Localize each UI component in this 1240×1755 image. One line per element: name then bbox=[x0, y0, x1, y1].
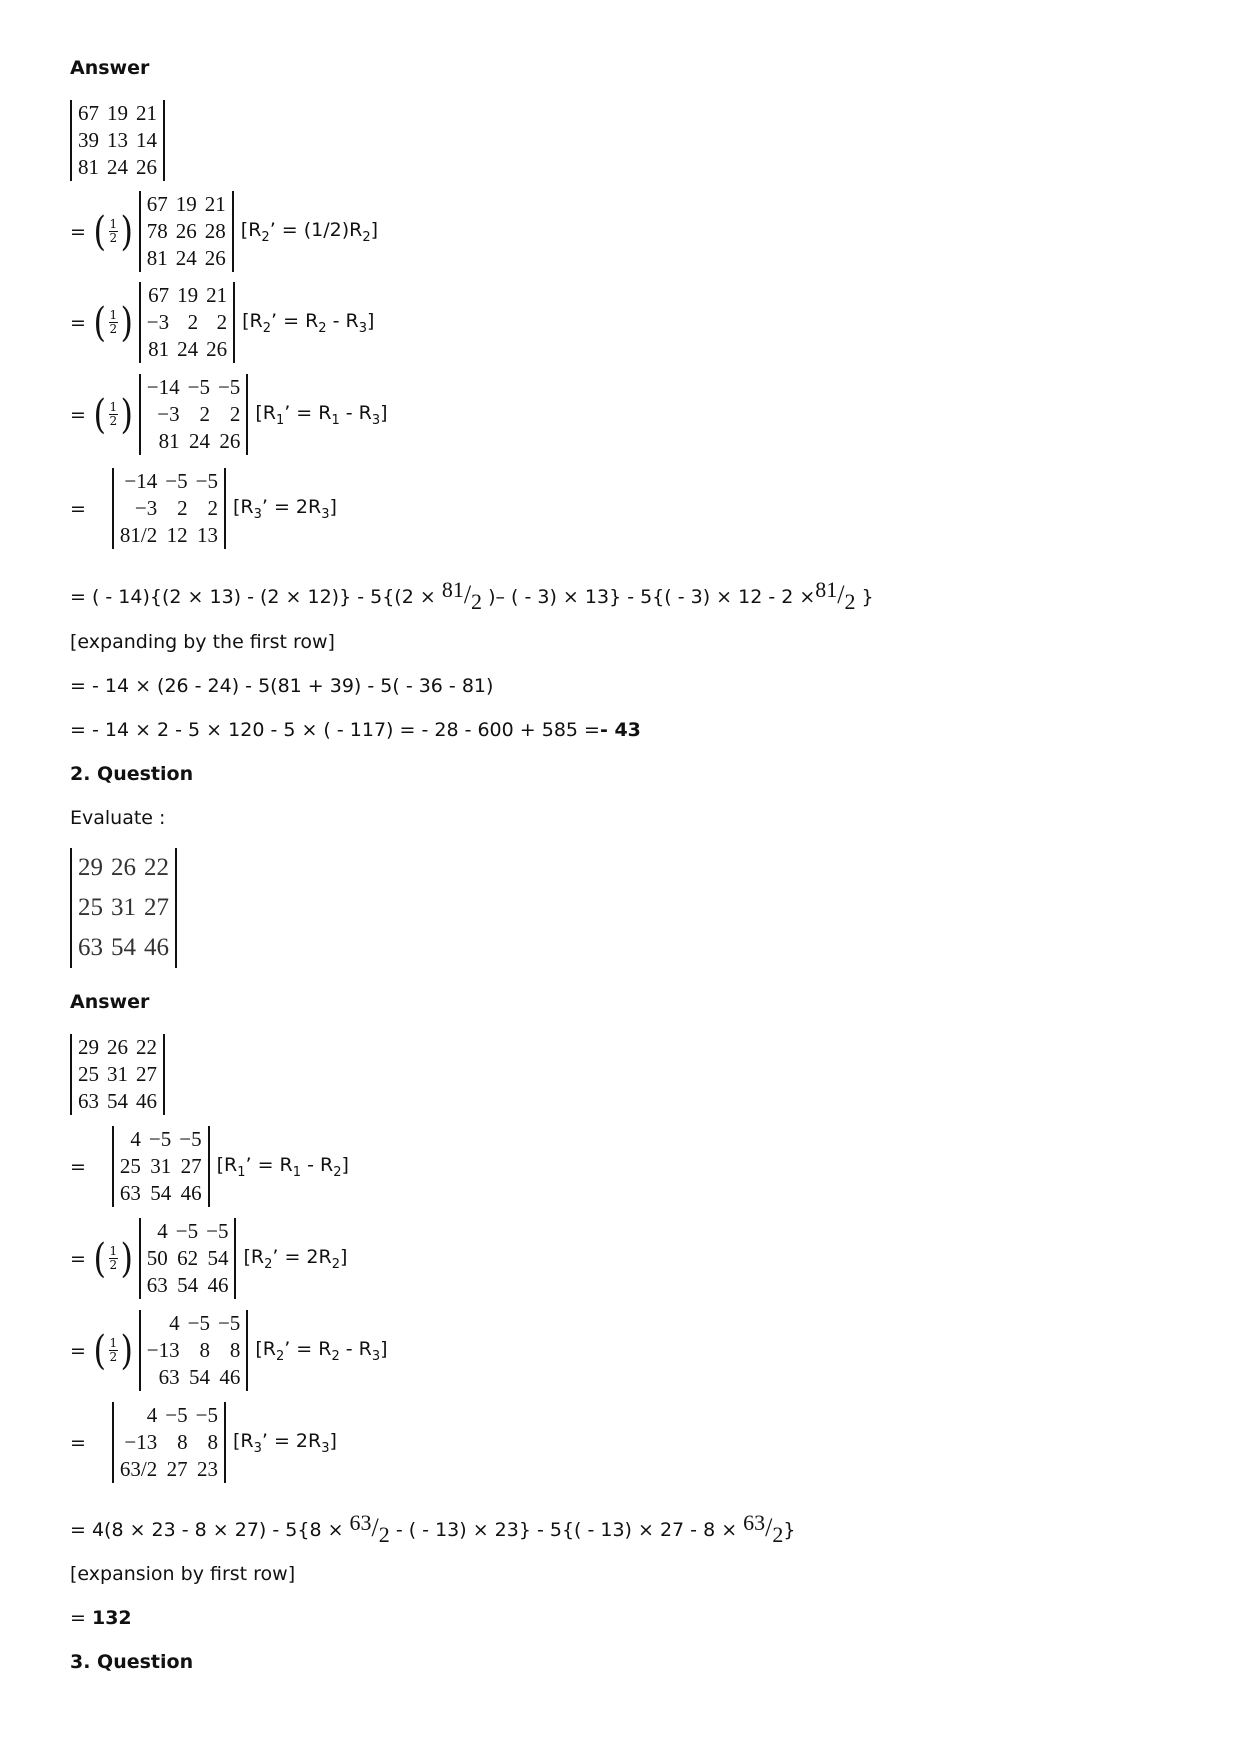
determinant bbox=[70, 1034, 165, 1115]
determinant bbox=[139, 282, 235, 363]
matrix-cell: 23 bbox=[196, 1457, 218, 1481]
a1-step-3 bbox=[70, 374, 388, 455]
answer-heading: Answer bbox=[70, 57, 150, 79]
matrix-cell: 54 bbox=[107, 1089, 128, 1113]
matrix-cell: 46 bbox=[219, 1365, 241, 1389]
row-operation: [$R_1$’ = $R_1 - R_2$] bbox=[216, 1153, 349, 1180]
matrix-cell: 31 bbox=[150, 1154, 172, 1178]
determinant bbox=[139, 1310, 249, 1391]
half-factor: ( $\frac{1}{2}$ ) bbox=[93, 208, 134, 255]
matrix-cell: 2 bbox=[216, 310, 228, 334]
matrix-cell: 62 bbox=[177, 1246, 199, 1270]
matrix-cell: 54 bbox=[207, 1246, 229, 1270]
a1-step-2 bbox=[70, 282, 374, 363]
matrix-row bbox=[74, 1034, 161, 1061]
matrix-row bbox=[143, 309, 231, 336]
equals-sign: = bbox=[70, 497, 86, 520]
matrix-cell: 54 bbox=[177, 1273, 199, 1297]
matrix-row bbox=[116, 1153, 206, 1180]
matrix-cell: 63 bbox=[146, 1273, 168, 1297]
matrix-cell: 25 bbox=[78, 1062, 99, 1086]
matrix-cell: 46 bbox=[207, 1273, 229, 1297]
a1-line-1: = - 14 × (26 - 24) - 5(81 + 39) - 5( - 36 - 81) bbox=[70, 675, 494, 697]
matrix-cell: 14 bbox=[136, 128, 157, 152]
matrix-cell: 46 bbox=[144, 934, 169, 961]
matrix-cell: −14 bbox=[146, 375, 180, 399]
matrix-cell: 24 bbox=[107, 155, 128, 179]
matrix-row bbox=[116, 1180, 206, 1207]
matrix-cell: 27 bbox=[180, 1154, 202, 1178]
matrix-row bbox=[116, 1456, 222, 1483]
equals-sign: = bbox=[70, 220, 86, 243]
a1-result: - 43 bbox=[599, 719, 641, 741]
matrix-cell: 19 bbox=[107, 101, 128, 125]
a1-step-0 bbox=[70, 100, 165, 181]
matrix-cell: 26 bbox=[206, 337, 228, 361]
a2-result: 132 bbox=[91, 1607, 132, 1629]
matrix-cell: 24 bbox=[177, 337, 199, 361]
determinant bbox=[139, 1218, 237, 1299]
matrix-cell: 12 bbox=[166, 523, 188, 547]
matrix-cell: 81 bbox=[158, 429, 180, 453]
matrix-cell: 21 bbox=[204, 192, 226, 216]
matrix-cell: −3 bbox=[134, 496, 158, 520]
matrix-row bbox=[143, 1337, 245, 1364]
matrix-row bbox=[143, 1218, 233, 1245]
matrix-row bbox=[143, 401, 245, 428]
a1-line-2: = - 14 × 2 - 5 × 120 - 5 × ( - 117) = - 28 - 600 + 585 =- 43 bbox=[70, 719, 641, 741]
matrix-cell: 67 bbox=[78, 101, 99, 125]
a2-result-line: = 132 bbox=[70, 1607, 132, 1629]
matrix-cell: 2 bbox=[199, 402, 210, 426]
question-2-title: 2. Question bbox=[70, 763, 194, 785]
matrix-row bbox=[143, 1245, 233, 1272]
matrix-cell: 31 bbox=[107, 1062, 128, 1086]
matrix-cell: 46 bbox=[136, 1089, 157, 1113]
a2-step-1 bbox=[70, 1126, 349, 1207]
matrix-cell: 63 bbox=[78, 934, 103, 961]
matrix-cell: 27 bbox=[144, 894, 169, 921]
row-operation: [$R_2$’ = $2R_2$] bbox=[243, 1245, 348, 1272]
matrix-row bbox=[74, 888, 173, 928]
row-operation: [$R_2$’ = $R_2 - R_3$] bbox=[255, 1337, 388, 1364]
matrix-row bbox=[143, 428, 245, 455]
matrix-cell: 21 bbox=[136, 101, 157, 125]
matrix-cell: 78 bbox=[146, 219, 168, 243]
matrix-cell: −14 bbox=[124, 469, 158, 493]
matrix-cell: 67 bbox=[146, 192, 168, 216]
determinant bbox=[139, 191, 234, 272]
matrix-cell: 54 bbox=[111, 934, 136, 961]
matrix-row bbox=[143, 245, 230, 272]
matrix-cell: 39 bbox=[78, 128, 99, 152]
a2-step-2 bbox=[70, 1218, 347, 1299]
equals-sign: = bbox=[70, 403, 86, 426]
matrix-cell: −3 bbox=[146, 310, 170, 334]
matrix-row bbox=[143, 191, 230, 218]
matrix-cell: 54 bbox=[188, 1365, 210, 1389]
determinant bbox=[112, 1402, 226, 1483]
half-factor: ( $\frac{1}{2}$ ) bbox=[93, 1235, 134, 1282]
matrix-cell: 28 bbox=[204, 219, 226, 243]
matrix-cell: −5 bbox=[165, 1403, 188, 1427]
matrix-cell: 81 bbox=[148, 337, 170, 361]
matrix-row bbox=[116, 522, 222, 549]
half-factor: ( $\frac{1}{2}$ ) bbox=[93, 299, 134, 346]
fraction: $^{81}/_2$ bbox=[815, 577, 856, 614]
matrix-cell: 81 bbox=[78, 155, 99, 179]
matrix-cell: 2 bbox=[177, 496, 188, 520]
matrix-cell: 29 bbox=[78, 854, 103, 881]
matrix-cell: 26 bbox=[136, 155, 157, 179]
matrix-cell: 81/2 bbox=[119, 523, 158, 547]
determinant bbox=[112, 468, 226, 549]
matrix-cell: −5 bbox=[175, 1219, 199, 1243]
matrix-cell: −3 bbox=[157, 402, 180, 426]
equals-sign: = bbox=[70, 1339, 86, 1362]
matrix-cell: −5 bbox=[148, 1127, 172, 1151]
matrix-cell: −5 bbox=[179, 1127, 202, 1151]
matrix-cell: 63 bbox=[158, 1365, 180, 1389]
matrix-row bbox=[74, 154, 161, 181]
a1-expansion-line: = ( - $14)\{(2 \times 13) - (2 \times 12)\} - 5\{(2 \times ^{81}/_2$ )– ( - $3) \times 13\} - 5\{( - 3) \times 12 - 2 \times^{81}/_2$ } bbox=[70, 577, 874, 614]
matrix-cell: 8 bbox=[199, 1338, 210, 1362]
equals-sign: = bbox=[70, 311, 86, 334]
a1-note: [expanding by the first row] bbox=[70, 631, 335, 653]
matrix-cell: 2 bbox=[207, 496, 218, 520]
equals-sign: = bbox=[70, 1155, 86, 1178]
fraction: $^{81}/_2$ bbox=[441, 577, 483, 614]
matrix-row bbox=[143, 1364, 245, 1391]
matrix-cell: 4 bbox=[146, 1403, 158, 1427]
matrix-row bbox=[74, 928, 173, 968]
matrix-cell: 27 bbox=[136, 1062, 157, 1086]
matrix-cell: −5 bbox=[187, 375, 210, 399]
matrix-cell: 26 bbox=[219, 429, 241, 453]
matrix-cell: 29 bbox=[78, 1035, 99, 1059]
matrix-cell: 63/2 bbox=[119, 1457, 158, 1481]
matrix-cell: 22 bbox=[136, 1035, 157, 1059]
matrix-row bbox=[74, 1088, 161, 1115]
matrix-cell: 46 bbox=[180, 1181, 202, 1205]
matrix-cell: 26 bbox=[107, 1035, 128, 1059]
matrix-row bbox=[143, 1272, 233, 1299]
matrix-cell: 24 bbox=[175, 246, 197, 270]
matrix-cell: 4 bbox=[157, 1219, 168, 1243]
equals-sign: = bbox=[70, 1431, 86, 1454]
matrix-row bbox=[74, 848, 173, 888]
matrix-cell: 50 bbox=[146, 1246, 168, 1270]
question-2-determinant-row bbox=[70, 848, 177, 968]
a2-step-4 bbox=[70, 1402, 337, 1483]
matrix-cell: −5 bbox=[195, 1403, 218, 1427]
matrix-row bbox=[116, 468, 222, 495]
matrix-cell: 27 bbox=[166, 1457, 188, 1481]
half-factor: ( $\frac{1}{2}$ ) bbox=[93, 1327, 134, 1374]
matrix-cell: 21 bbox=[206, 283, 228, 307]
answer-heading: Answer bbox=[70, 991, 150, 1013]
matrix-cell: 26 bbox=[175, 219, 197, 243]
matrix-row bbox=[116, 1402, 222, 1429]
matrix-row bbox=[143, 374, 245, 401]
determinant bbox=[70, 848, 177, 968]
fraction: $^{63}/_2$ bbox=[349, 1510, 390, 1547]
matrix-cell: −5 bbox=[187, 1311, 210, 1335]
equals-sign: = bbox=[70, 1247, 86, 1270]
matrix-cell: 8 bbox=[207, 1430, 218, 1454]
matrix-row bbox=[74, 100, 161, 127]
matrix-cell: −5 bbox=[165, 469, 188, 493]
matrix-cell: 2 bbox=[229, 402, 241, 426]
determinant bbox=[70, 100, 165, 181]
matrix-row bbox=[143, 282, 231, 309]
row-operation: [$R_3$’ = $2R_3$] bbox=[232, 1429, 337, 1456]
matrix-cell: 25 bbox=[78, 894, 103, 921]
determinant bbox=[112, 1126, 210, 1207]
matrix-row bbox=[143, 336, 231, 363]
matrix-cell: 4 bbox=[130, 1127, 141, 1151]
row-operation: [$R_3$’ = $2R_3$] bbox=[232, 495, 337, 522]
determinant bbox=[139, 374, 249, 455]
row-operation: [$R_1$’ = $R_1 - R_3$] bbox=[255, 401, 388, 428]
fraction: $^{63}/_2$ bbox=[743, 1510, 784, 1547]
matrix-cell: 26 bbox=[111, 854, 136, 881]
a1-step-1 bbox=[70, 191, 378, 272]
row-operation: [$R_2$’ = $R_2 - R_3$] bbox=[242, 309, 375, 336]
matrix-cell: 25 bbox=[119, 1154, 141, 1178]
matrix-cell: −13 bbox=[124, 1430, 158, 1454]
matrix-row bbox=[116, 1126, 206, 1153]
matrix-row bbox=[74, 1061, 161, 1088]
question-3-title: 3. Question bbox=[70, 1651, 194, 1673]
matrix-cell: 13 bbox=[196, 523, 218, 547]
a1-step-4 bbox=[70, 468, 337, 549]
matrix-cell: 54 bbox=[150, 1181, 172, 1205]
matrix-cell: 4 bbox=[169, 1311, 180, 1335]
matrix-cell: 67 bbox=[148, 283, 170, 307]
matrix-cell: −5 bbox=[206, 1219, 229, 1243]
a2-step-3 bbox=[70, 1310, 388, 1391]
matrix-cell: 26 bbox=[204, 246, 226, 270]
matrix-row bbox=[116, 1429, 222, 1456]
matrix-cell: 8 bbox=[177, 1430, 188, 1454]
matrix-cell: −5 bbox=[217, 1311, 241, 1335]
matrix-cell: 13 bbox=[107, 128, 128, 152]
matrix-cell: −5 bbox=[217, 375, 241, 399]
a2-step-0 bbox=[70, 1034, 165, 1115]
matrix-row bbox=[143, 218, 230, 245]
matrix-cell: 24 bbox=[188, 429, 210, 453]
matrix-row bbox=[74, 127, 161, 154]
matrix-cell: −5 bbox=[195, 469, 218, 493]
matrix-cell: 8 bbox=[229, 1338, 241, 1362]
matrix-cell: 19 bbox=[177, 283, 199, 307]
matrix-row bbox=[116, 495, 222, 522]
matrix-cell: 81 bbox=[146, 246, 168, 270]
matrix-cell: 2 bbox=[187, 310, 199, 334]
half-factor: ( $\frac{1}{2}$ ) bbox=[93, 391, 134, 438]
matrix-cell: 63 bbox=[119, 1181, 141, 1205]
matrix-row bbox=[143, 1310, 245, 1337]
a2-note: [expansion by first row] bbox=[70, 1563, 296, 1585]
question-2-prompt: Evaluate : bbox=[70, 807, 166, 829]
a2-expansion-line: = $4(8 \times 23 - 8 \times 27) - 5\{8 \times ^{63}/_2$ - ( - $13) \times 23\} - 5\{( - 13) \times 27 - 8 \times ^{63}/_2\}$ bbox=[70, 1510, 796, 1547]
matrix-cell: −13 bbox=[146, 1338, 180, 1362]
matrix-cell: 19 bbox=[175, 192, 197, 216]
matrix-cell: 63 bbox=[78, 1089, 99, 1113]
matrix-cell: 31 bbox=[111, 894, 136, 921]
matrix-cell: 22 bbox=[144, 854, 169, 881]
row-operation: [$R_2$’ = $(1/2)R_2$] bbox=[240, 218, 379, 245]
